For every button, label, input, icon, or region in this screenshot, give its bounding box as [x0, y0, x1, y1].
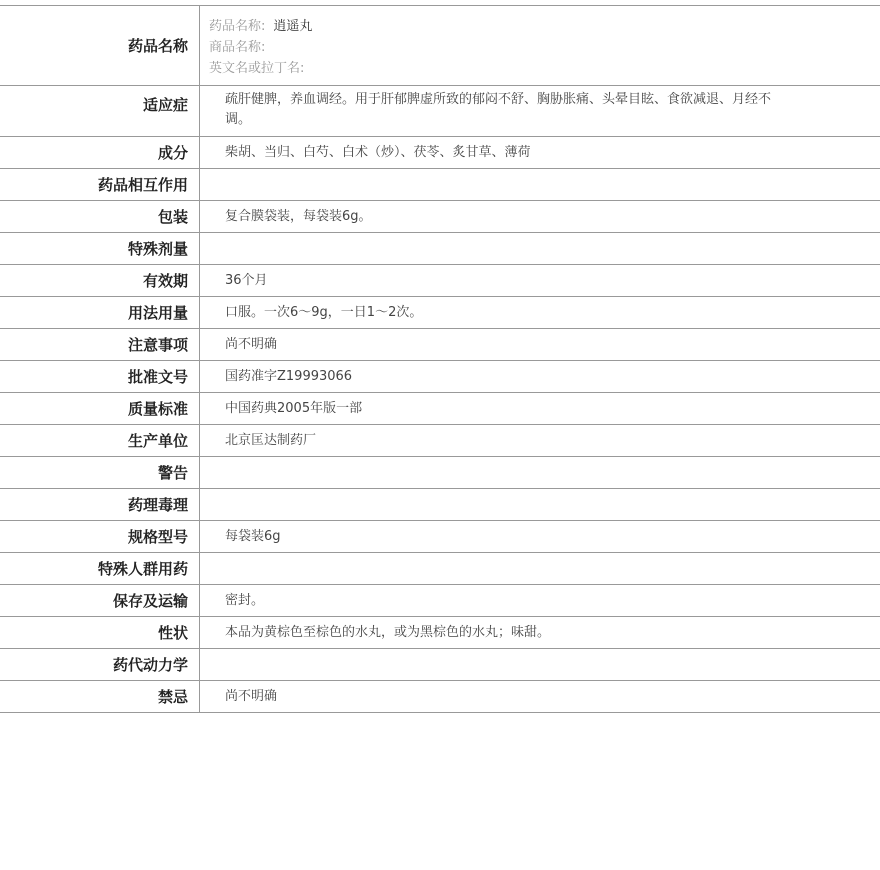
- usage-dosage-row: [0, 297, 880, 329]
- special-population-row: [0, 553, 880, 585]
- quality-standard-row: [0, 393, 880, 425]
- indications-value: 疏肝健脾，养血调经。用于肝郁脾虚所致的郁闷不舒、胸胁胀痛、头晕目眩、食欲减退、月经不调。: [225, 92, 772, 127]
- packaging-value: 复合膜袋装，每袋装6g。: [225, 208, 372, 224]
- contraindications-value: 尚不明确: [225, 688, 278, 704]
- ingredients-row: [0, 137, 880, 169]
- shelf-life-row: [0, 265, 880, 297]
- approval-number-label: 批准文号: [0, 361, 200, 392]
- storage-row: [0, 585, 880, 617]
- pharmacokinetics-label: 药代动力学: [0, 649, 200, 680]
- special-population-value: [200, 553, 880, 584]
- generic-name-value: 逍遥丸: [273, 19, 313, 34]
- contraindications-label: 禁忌: [0, 681, 200, 712]
- warning-value: [200, 457, 880, 488]
- precautions-value: 尚不明确: [225, 336, 278, 352]
- trade-name-key: 商品名称:: [209, 40, 266, 55]
- quality-standard-label: 质量标准: [0, 393, 200, 424]
- quality-standard-value: 中国药典2005年版一部: [225, 400, 363, 416]
- manufacturer-row: [0, 425, 880, 457]
- indications-row: [0, 86, 880, 137]
- usage-dosage-value: 口服。一次6～9g，一日1～2次。: [225, 304, 423, 320]
- drug-name-label: 药品名称: [0, 6, 200, 85]
- drug-spec-table: [0, 5, 880, 713]
- pharmacology-row: [0, 489, 880, 521]
- interactions-label: 药品相互作用: [0, 169, 200, 200]
- contraindications-row: [0, 681, 880, 713]
- usage-dosage-label: 用法用量: [0, 297, 200, 328]
- pharmacology-label: 药理毒理: [0, 489, 200, 520]
- latin-name-line: [209, 58, 880, 79]
- specification-label: 规格型号: [0, 521, 200, 552]
- special-dosage-value: [200, 233, 880, 264]
- special-dosage-row: [0, 233, 880, 265]
- pharmacokinetics-row: [0, 649, 880, 681]
- interactions-row: [0, 169, 880, 201]
- specification-value: 每袋装6g: [225, 528, 281, 544]
- manufacturer-value: 北京匡达制药厂: [225, 432, 317, 448]
- warning-label: 警告: [0, 457, 200, 488]
- indications-label: 适应症: [0, 86, 200, 136]
- ingredients-label: 成分: [0, 137, 200, 168]
- special-population-label: 特殊人群用药: [0, 553, 200, 584]
- storage-value: 密封。: [225, 592, 265, 608]
- pharmacology-value: [200, 489, 880, 520]
- approval-number-value: 国药准字Z19993066: [225, 368, 353, 384]
- shelf-life-value: 36个月: [225, 272, 268, 288]
- specification-row: [0, 521, 880, 553]
- appearance-row: [0, 617, 880, 649]
- precautions-row: [0, 329, 880, 361]
- manufacturer-label: 生产单位: [0, 425, 200, 456]
- appearance-label: 性状: [0, 617, 200, 648]
- trade-name-line: [209, 37, 880, 58]
- appearance-value: 本品为黄棕色至棕色的水丸，或为黑棕色的水丸；味甜。: [225, 624, 551, 640]
- interactions-value: [200, 169, 880, 200]
- pharmacokinetics-value: [200, 649, 880, 680]
- drug-name-values: [200, 6, 880, 85]
- packaging-row: [0, 201, 880, 233]
- ingredients-value: 柴胡、当归、白芍、白术（炒）、茯苓、炙甘草、薄荷: [225, 144, 531, 160]
- approval-number-row: [0, 361, 880, 393]
- latin-name-key: 英文名或拉丁名:: [209, 61, 305, 76]
- storage-label: 保存及运输: [0, 585, 200, 616]
- special-dosage-label: 特殊剂量: [0, 233, 200, 264]
- packaging-label: 包装: [0, 201, 200, 232]
- warning-row: [0, 457, 880, 489]
- generic-name-line: [209, 16, 880, 37]
- precautions-label: 注意事项: [0, 329, 200, 360]
- shelf-life-label: 有效期: [0, 265, 200, 296]
- drug-name-row: [0, 6, 880, 86]
- generic-name-key: 药品名称:: [209, 19, 266, 34]
